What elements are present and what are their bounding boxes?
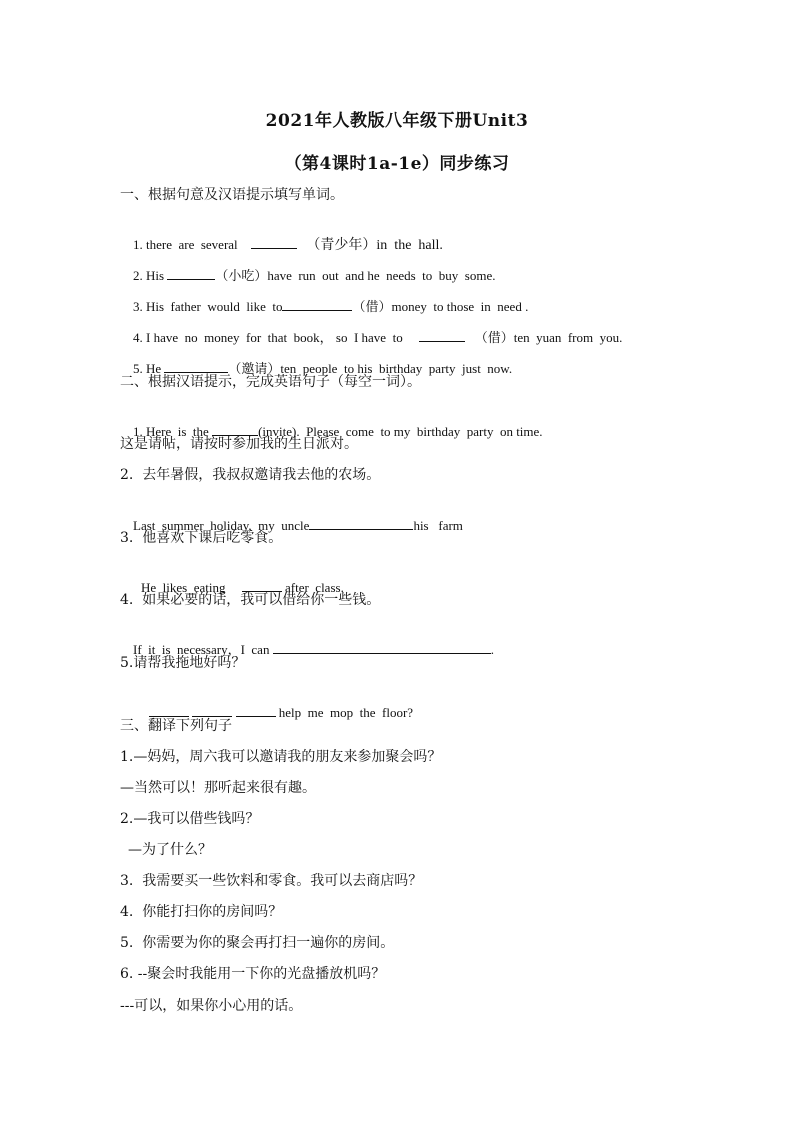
s3-line-3: 2.—我可以借些钱吗？ [120, 811, 260, 827]
s1-q3-text-b: （借）money to those in need . [352, 299, 529, 314]
section-3-heading: 三、翻译下列句子 [120, 718, 232, 734]
s1-q2-text-a: 2. His [133, 268, 165, 283]
s2-q5-chinese: 5.请帮我拖地好吗？ [120, 655, 246, 671]
s1-q2-text-b: （小吃）have run out and he needs to buy some. [215, 268, 496, 283]
s1-q3-text-a: 3. His father would like to [133, 299, 283, 314]
s1-q1-text-b: （青少年）in the hall. [306, 238, 443, 253]
s2-q1-chinese: 这是请帖，请按时参加我的生日派对。 [120, 436, 358, 452]
s1-q1-blank[interactable] [251, 236, 297, 249]
s2-q4-blank[interactable] [273, 641, 491, 654]
s3-line-6: 4. 你能打扫你的房间吗？ [120, 904, 283, 920]
s1-q1-text-a: 1. there are several [133, 237, 238, 252]
s2-q5-blank-3[interactable] [236, 704, 276, 717]
s1-q2-blank[interactable] [167, 267, 215, 280]
s3-line-7: 5. 你需要为你的聚会再打扫一遍你的房间。 [120, 935, 395, 951]
s2-q2-text-b: his farm [413, 518, 463, 533]
s3-line-2: —当然可以！那听起来很有趣。 [120, 780, 316, 796]
s2-q1-text-b: (invite). Please come to my birthday party on time. [258, 424, 543, 439]
s1-q5-text-b: （邀请）ten people to his birthday party just now. [228, 361, 513, 376]
s2-q3-text-a: He likes eating [141, 580, 226, 595]
s2-q3-chinese: 3. 他喜欢下课后吃零食。 [120, 530, 283, 546]
s2-q1-text-a: 1. Here is the [133, 424, 209, 439]
s3-line-9: ---可以，如果你小心用的话。 [120, 998, 303, 1014]
section-2-heading: 二、根据汉语提示，完成英语句子（每空一词）。 [120, 374, 421, 390]
s3-line-5: 3. 我需要买一些饮料和零食。我可以去商店吗？ [120, 873, 423, 889]
section-1-heading: 一、根据句意及汉语提示填写单词。 [120, 187, 344, 203]
s2-q5-text-b: help me mop the floor? [278, 705, 414, 720]
s2-q2-blank[interactable] [309, 517, 413, 530]
s2-q5-blank-2[interactable] [192, 704, 232, 717]
s2-q5-blank-1[interactable] [149, 704, 189, 717]
s3-line-8: 6. --聚会时我能用一下你的光盘播放机吗？ [120, 966, 386, 982]
page-subtitle: （第4课时1a-1e）同步练习 [284, 154, 510, 174]
s3-line-4: —为了什么？ [128, 842, 212, 858]
s1-q4-blank[interactable] [419, 329, 465, 342]
s1-q4-text-a: 4. I have no money for that book， so I have to [133, 330, 403, 345]
s2-q4-chinese: 4. 如果必要的话，我可以借给你一些钱。 [120, 592, 381, 608]
s1-q5-blank[interactable] [164, 360, 228, 373]
s2-q4-text-b: . [490, 642, 494, 657]
s1-q5-text-a: 5. He [133, 361, 162, 376]
s3-line-1: 1.—妈妈，周六我可以邀请我的朋友来参加聚会吗？ [120, 749, 442, 765]
s2-q3-text-b: after class. [284, 580, 344, 595]
s2-q2-text-a: Last summer holiday, my uncle [133, 518, 310, 533]
s1-q4-text-b: （借）ten yuan from you. [474, 330, 623, 345]
s1-q3-blank[interactable] [282, 298, 352, 311]
page-title: 2021年人教版八年级下册Unit3 [265, 111, 529, 131]
s2-q4-text-a: If it is necessary，I can [133, 642, 270, 657]
s2-q2-chinese: 2. 去年暑假，我叔叔邀请我去他的农场。 [120, 467, 381, 483]
